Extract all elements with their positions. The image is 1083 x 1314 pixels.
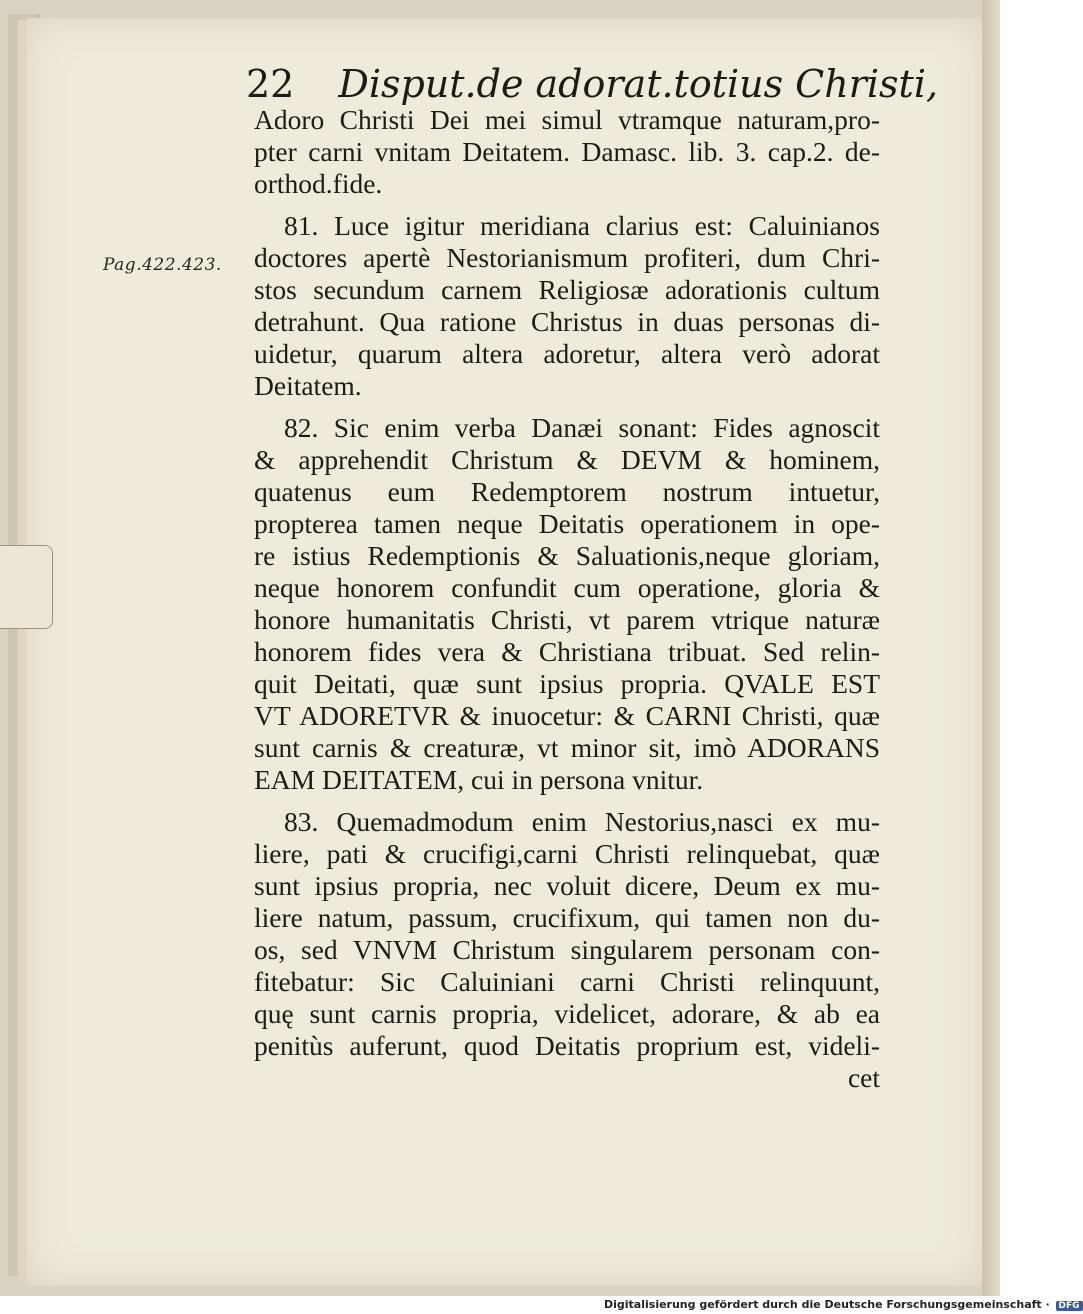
- text-line: 82. Sic enim verba Danæi sonant: Fides agnoscit: [284, 412, 880, 443]
- text-line: doctores apertè Nestorianismum profiteri, dum Chri-: [254, 242, 880, 273]
- text-line: uidetur, quarum altera adoretur, altera verò adorat: [254, 338, 880, 369]
- text-line: EAM DEITATEM, cui in persona vnitur.: [254, 764, 704, 795]
- text-line: sunt ipsius propria, nec voluit dicere, Deum ex mu-: [254, 870, 880, 901]
- paragraph-gap: [254, 402, 880, 412]
- text-line: orthod.fide.: [254, 168, 383, 199]
- text-line: quit Deitati, quæ sunt ipsius propria. QVALE EST: [254, 668, 880, 699]
- text-line: pter carni vnitam Deitatem. Damasc. lib. 3. cap.2. de-: [254, 136, 880, 167]
- body-text: [254, 104, 880, 1094]
- text-line: sunt carnis & creaturæ, vt minor sit, imò ADORANS: [254, 732, 880, 763]
- page-clip-tab: [0, 545, 53, 629]
- credit-text: Digitalisierung gefördert durch die Deutsche Forschungsgemeinschaft ·: [604, 1298, 1050, 1311]
- digitization-credit: [604, 1298, 1080, 1311]
- text-line: stos secundum carnem Religiosæ adorationis cultum: [254, 274, 880, 305]
- marginal-reference: Pag.422.423.: [103, 255, 222, 275]
- text-line: propterea tamen neque Deitatis operationem in ope-: [254, 508, 880, 539]
- book-right-edge: [982, 0, 1000, 1296]
- text-line: neque honorem confundit cum operatione, gloria &: [254, 572, 880, 603]
- paragraph-gap: [254, 796, 880, 806]
- page-number: 22: [246, 62, 295, 106]
- text-line: liere natum, passum, crucifixum, qui tamen non du-: [254, 902, 880, 933]
- text-line: cet: [847, 1062, 880, 1093]
- text-line: os, sed VNVM Christum singularem personam con-: [254, 934, 880, 965]
- text-line: Deitatem.: [254, 370, 362, 401]
- text-line: quatenus eum Redemptorem nostrum intuetur,: [254, 476, 880, 507]
- running-title: Disput.de adorat.totius Christi,: [338, 62, 939, 106]
- text-line: & apprehendit Christum & DEVM & hominem,: [254, 444, 880, 475]
- text-line: re istius Redemptionis & Saluationis,neque gloriam,: [254, 540, 880, 571]
- text-line: penitùs auferunt, quod Deitatis proprium est, videli-: [254, 1030, 880, 1061]
- text-line: 81. Luce igitur meridiana clarius est: Caluinianos: [284, 210, 880, 241]
- text-line: Adoro Christi Dei mei simul vtramque naturam,pro-: [254, 104, 880, 135]
- text-line: liere, pati & crucifigi,carni Christi relinquebat, quæ: [254, 838, 880, 869]
- running-header: [246, 62, 938, 106]
- text-line: detrahunt. Qua ratione Christus in duas personas di-: [254, 306, 880, 337]
- text-line: 83. Quemadmodum enim Nestorius,nasci ex mu-: [284, 806, 880, 837]
- dfg-logo: DFG: [1056, 1301, 1083, 1311]
- text-line: quę sunt carnis propria, videlicet, adorare, & ab ea: [254, 998, 880, 1029]
- paragraph-gap: [254, 200, 880, 210]
- text-line: honore humanitatis Christi, vt parem vtrique naturæ: [254, 604, 880, 635]
- text-line: fitebatur: Sic Caluiniani carni Christi relinquunt,: [254, 966, 880, 997]
- text-line: honorem fides vera & Christiana tribuat. Sed relin-: [254, 636, 880, 667]
- text-line: VT ADORETVR & inuocetur: & CARNI Christi, quæ: [254, 700, 880, 731]
